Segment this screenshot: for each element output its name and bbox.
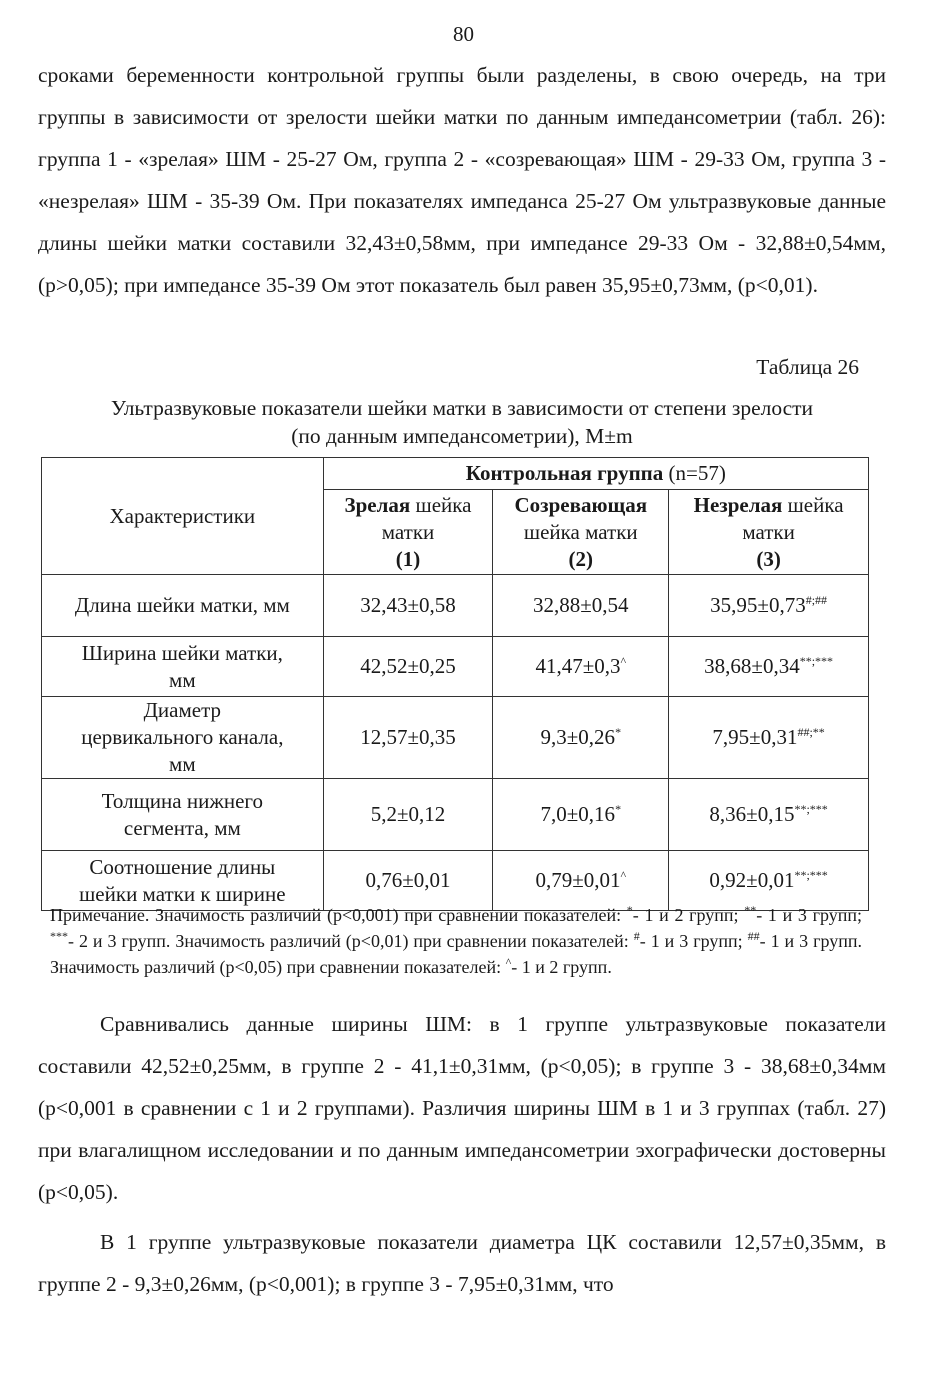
row-label: Ширина шейки матки, мм <box>42 637 324 697</box>
table-label: Таблица 26 <box>756 355 859 379</box>
cell-value: 12,57±0,35 <box>360 725 456 749</box>
cell <box>323 575 493 637</box>
cell-value: 32,88±0,54 <box>533 593 629 617</box>
note-mark: ^ <box>505 955 512 969</box>
cell-value: 0,76±0,01 <box>365 868 451 892</box>
cell-value: 41,47±0,3 <box>535 654 621 678</box>
table-row <box>42 779 869 851</box>
col-title: Незрелая <box>693 492 783 517</box>
col-subtitle: шейка матки <box>523 519 638 544</box>
header-col-1 <box>323 490 493 575</box>
note-text: - 2 и 3 групп. Значимость различий (р<0,01) при сравнении показателей: <box>68 931 634 951</box>
cell-value: 9,3±0,26 <box>540 725 616 749</box>
significance-mark: #;## <box>805 593 828 607</box>
row-label: Длина шейки матки, мм <box>42 575 324 637</box>
note-mark: *** <box>50 929 68 943</box>
note-text: - 1 и 2 групп. <box>511 957 612 977</box>
paragraph-text: В 1 группе ультразвуковые показатели диаметра ЦК составили 12,57±0,35мм, в группе 2 - 9,3±0,26мм, (р<0,001); в группе 3 - 7,95±0,31мм, что <box>38 1230 886 1296</box>
header-col-3 <box>669 490 869 575</box>
note-mark: * <box>626 903 633 917</box>
significance-mark: * <box>615 725 622 739</box>
paragraph-text: сроками беременности контрольной группы были разделены, в свою очередь, на три группы в зависимости от зрелости шейки матки по данным импедансометрии (табл. 26): группа 1 - «зрелая» ШМ - 25-27 Ом, группа 2 - «созревающая» ШМ - 29-33 Ом, группа 3 - «незрелая» ШМ - 35-39 Ом. При показателях импеданса 25-27 Ом ультразвуковые данные длины шейки матки составили 32,43±0,58мм, при импедансе 29-33 Ом - 32,88±0,54мм, (р>0,05); при импедансе 35-39 Ом этот показатель был равен 35,95±0,73мм, (р<0,01). <box>38 63 886 297</box>
note-mark: ** <box>744 903 757 917</box>
caption-line: Ультразвуковые показатели шейки матки в зависимости от степени зрелости <box>110 396 814 420</box>
cell <box>493 637 669 697</box>
header-col-2 <box>493 490 669 575</box>
note-text: - 1 и 2 групп; <box>632 905 745 925</box>
cell-value: 0,92±0,01 <box>709 868 795 892</box>
row-label: Толщина нижнего сегмента, мм <box>42 779 324 851</box>
cell <box>493 779 669 851</box>
data-table <box>41 457 869 911</box>
header-group <box>323 458 868 490</box>
significance-mark: **;*** <box>794 868 828 882</box>
paragraph-text: Сравнивались данные ширины ШМ: в 1 группе ультразвуковые показатели составили 42,52±0,25мм, в группе 2 - 41,1±0,31мм, (р<0,05); в группе 3 - 38,68±0,34мм (р<0,001 в сравнении с 1 и 2 группами). Различия ширины ШМ в 1 и 3 группах (табл. 27) при влагалищном исследовании и по данным импедансометрии эхографически достоверны (р<0,05). <box>38 1012 886 1204</box>
paragraph <box>38 1221 886 1305</box>
cell <box>669 575 869 637</box>
col-number: (2) <box>568 546 594 571</box>
cell-value: 35,95±0,73 <box>710 593 806 617</box>
note-text: Примечание. Значимость различий (р<0,001) при сравнении показателей: <box>50 905 627 925</box>
cell-value: 32,43±0,58 <box>360 593 456 617</box>
caption-line: (по данным импедансометрии), М±m <box>291 424 633 448</box>
note-text: - 1 и 3 групп; <box>639 931 748 951</box>
cell-value: 5,2±0,12 <box>370 802 446 826</box>
table-note <box>50 902 862 980</box>
row-label: Диаметр цервикального канала, мм <box>42 697 324 779</box>
cell <box>493 575 669 637</box>
cell-value: 38,68±0,34 <box>704 654 800 678</box>
intro-paragraph <box>38 54 886 306</box>
cell <box>669 637 869 697</box>
table-caption <box>38 394 886 450</box>
group-n: (n=57) <box>663 461 726 485</box>
col-title: Созревающая <box>514 492 648 517</box>
cell <box>323 637 493 697</box>
significance-mark: * <box>615 802 622 816</box>
cell-value: 7,95±0,31 <box>712 725 798 749</box>
table-row <box>42 575 869 637</box>
col-subtitle: шейка матки <box>742 492 844 544</box>
note-text: - 1 и 3 групп; <box>756 905 862 925</box>
note-mark: ## <box>747 929 760 943</box>
page-number: 80 <box>453 22 474 46</box>
cell <box>323 697 493 779</box>
note-mark: # <box>633 929 640 943</box>
col-number: (3) <box>756 546 781 571</box>
cell <box>669 697 869 779</box>
cell-value: 8,36±0,15 <box>709 802 795 826</box>
group-title: Контрольная группа <box>465 461 664 485</box>
cell <box>323 779 493 851</box>
significance-mark: **;*** <box>794 802 828 816</box>
table-row <box>42 637 869 697</box>
row-label: Соотношение длины шейки матки к ширине <box>42 851 324 911</box>
cell <box>493 697 669 779</box>
significance-mark: **;*** <box>799 654 834 668</box>
col-title: Зрелая <box>344 492 411 517</box>
significance-mark: ^ <box>620 654 627 668</box>
col-number: (1) <box>395 546 421 571</box>
paragraph <box>38 1003 886 1213</box>
body-paragraphs <box>38 1003 886 1305</box>
cell-value: 42,52±0,25 <box>360 654 456 678</box>
note-text: - 1 и 3 групп. Значимость различий (р<0,05) при сравнении показателей: <box>50 931 863 977</box>
significance-mark: ^ <box>620 868 627 882</box>
cell-value: 0,79±0,01 <box>535 868 621 892</box>
header-characteristics: Характеристики <box>42 458 324 575</box>
significance-mark: ##;** <box>797 725 825 739</box>
cell-value: 7,0±0,16 <box>540 802 616 826</box>
col-subtitle: шейка матки <box>381 492 472 544</box>
table-row <box>42 697 869 779</box>
cell <box>669 779 869 851</box>
